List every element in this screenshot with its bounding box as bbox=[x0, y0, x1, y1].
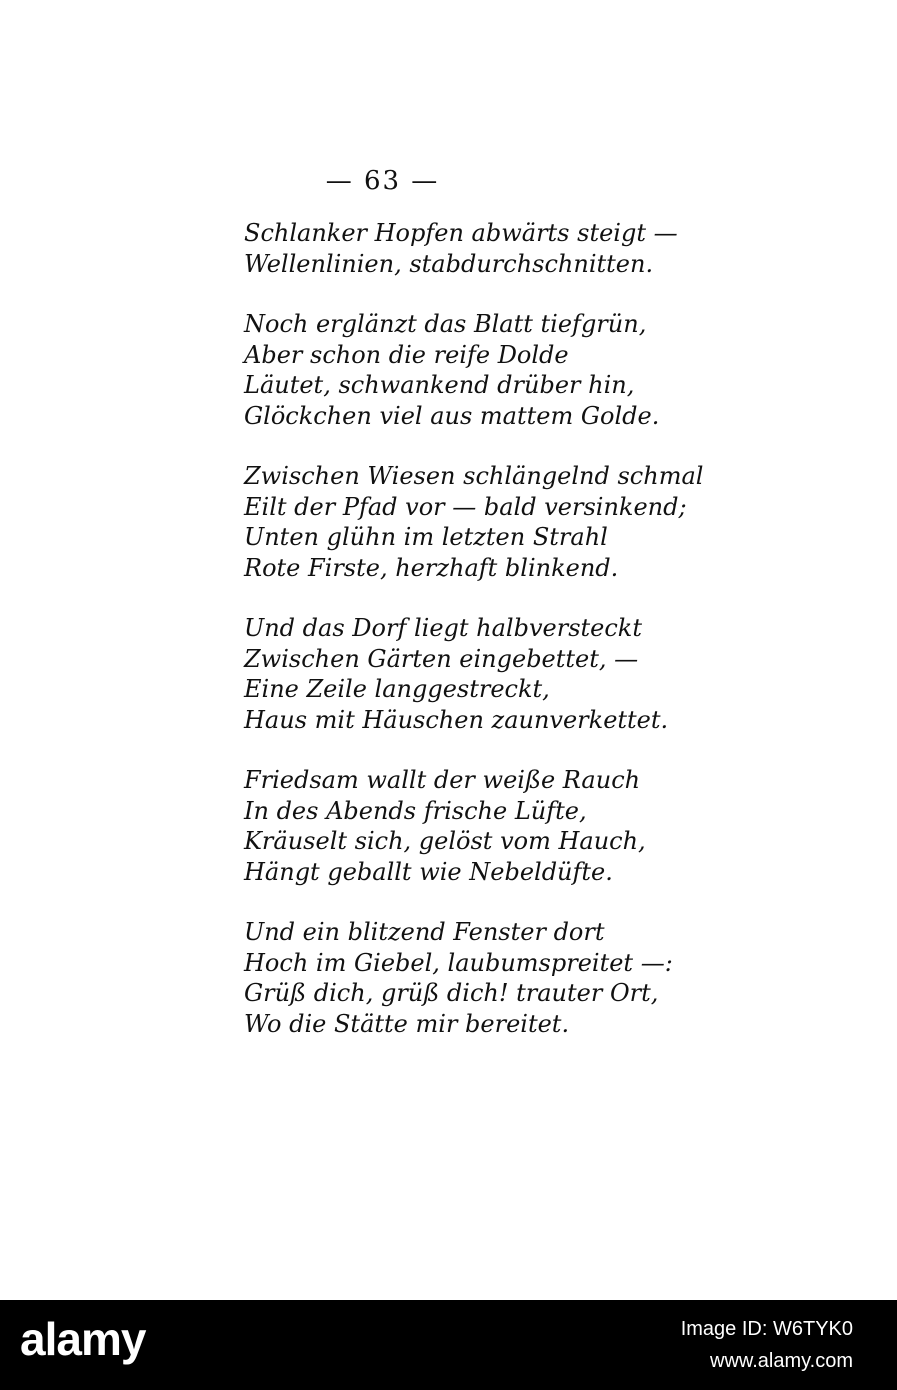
poem-line: Kräuselt sich, gelöst vom Hauch, bbox=[244, 827, 646, 855]
poem-line: Schlanker Hopfen abwärts steigt — bbox=[244, 219, 678, 247]
poem-line: Glöckchen viel aus mattem Golde. bbox=[244, 401, 660, 430]
stanza-4 bbox=[244, 613, 703, 735]
poem-line: Grüß dich, grüß dich! trauter Ort, bbox=[244, 979, 659, 1007]
poem-line: Eilt der Pfad vor — bald versinkend; bbox=[244, 492, 687, 521]
poem-line: Aber schon die reife Dolde bbox=[244, 340, 569, 369]
stanza-5 bbox=[244, 765, 703, 887]
poem-line: Unten glühn im letzten Strahl bbox=[244, 523, 608, 551]
poem-line: Wellenlinien, stabdurchschnitten. bbox=[244, 249, 654, 278]
poem-line: Noch erglänzt das Blatt tiefgrün, bbox=[244, 310, 647, 338]
stanza-2 bbox=[244, 309, 703, 431]
poem bbox=[244, 218, 703, 1039]
site-url: www.alamy.com bbox=[710, 1350, 853, 1372]
poem-line: Wo die Stätte mir bereitet. bbox=[244, 1009, 570, 1038]
poem-line: Und ein blitzend Fenster dort bbox=[244, 918, 605, 946]
brand-logo: alamy bbox=[20, 1313, 146, 1365]
poem-line: Und das Dorf liegt halbversteckt bbox=[244, 614, 642, 642]
poem-line: Hängt geballt wie Nebeldüfte. bbox=[244, 857, 613, 886]
stanza-1 bbox=[244, 218, 703, 279]
poem-line: Hoch im Giebel, laubumspreitet —: bbox=[244, 948, 673, 977]
poem-line: Haus mit Häuschen zaunverkettet. bbox=[244, 705, 669, 734]
poem-line: Läutet, schwankend drüber hin, bbox=[244, 371, 635, 399]
stanza-3 bbox=[244, 461, 703, 583]
poem-line: Zwischen Wiesen schlängelnd schmal bbox=[244, 462, 704, 490]
image-id-label: Image ID: W6TYK0 bbox=[680, 1318, 853, 1340]
poem-line: Eine Zeile langgestreckt, bbox=[244, 675, 550, 703]
poem-line: In des Abends frische Lüfte, bbox=[244, 796, 587, 825]
stanza-6 bbox=[244, 917, 703, 1039]
poem-line: Zwischen Gärten eingebettet, — bbox=[244, 644, 639, 673]
poem-line: Rote Firste, herzhaft blinkend. bbox=[244, 553, 619, 582]
page-number: — 63 — bbox=[325, 166, 440, 196]
poem-line: Friedsam wallt der weiße Rauch bbox=[244, 766, 641, 794]
